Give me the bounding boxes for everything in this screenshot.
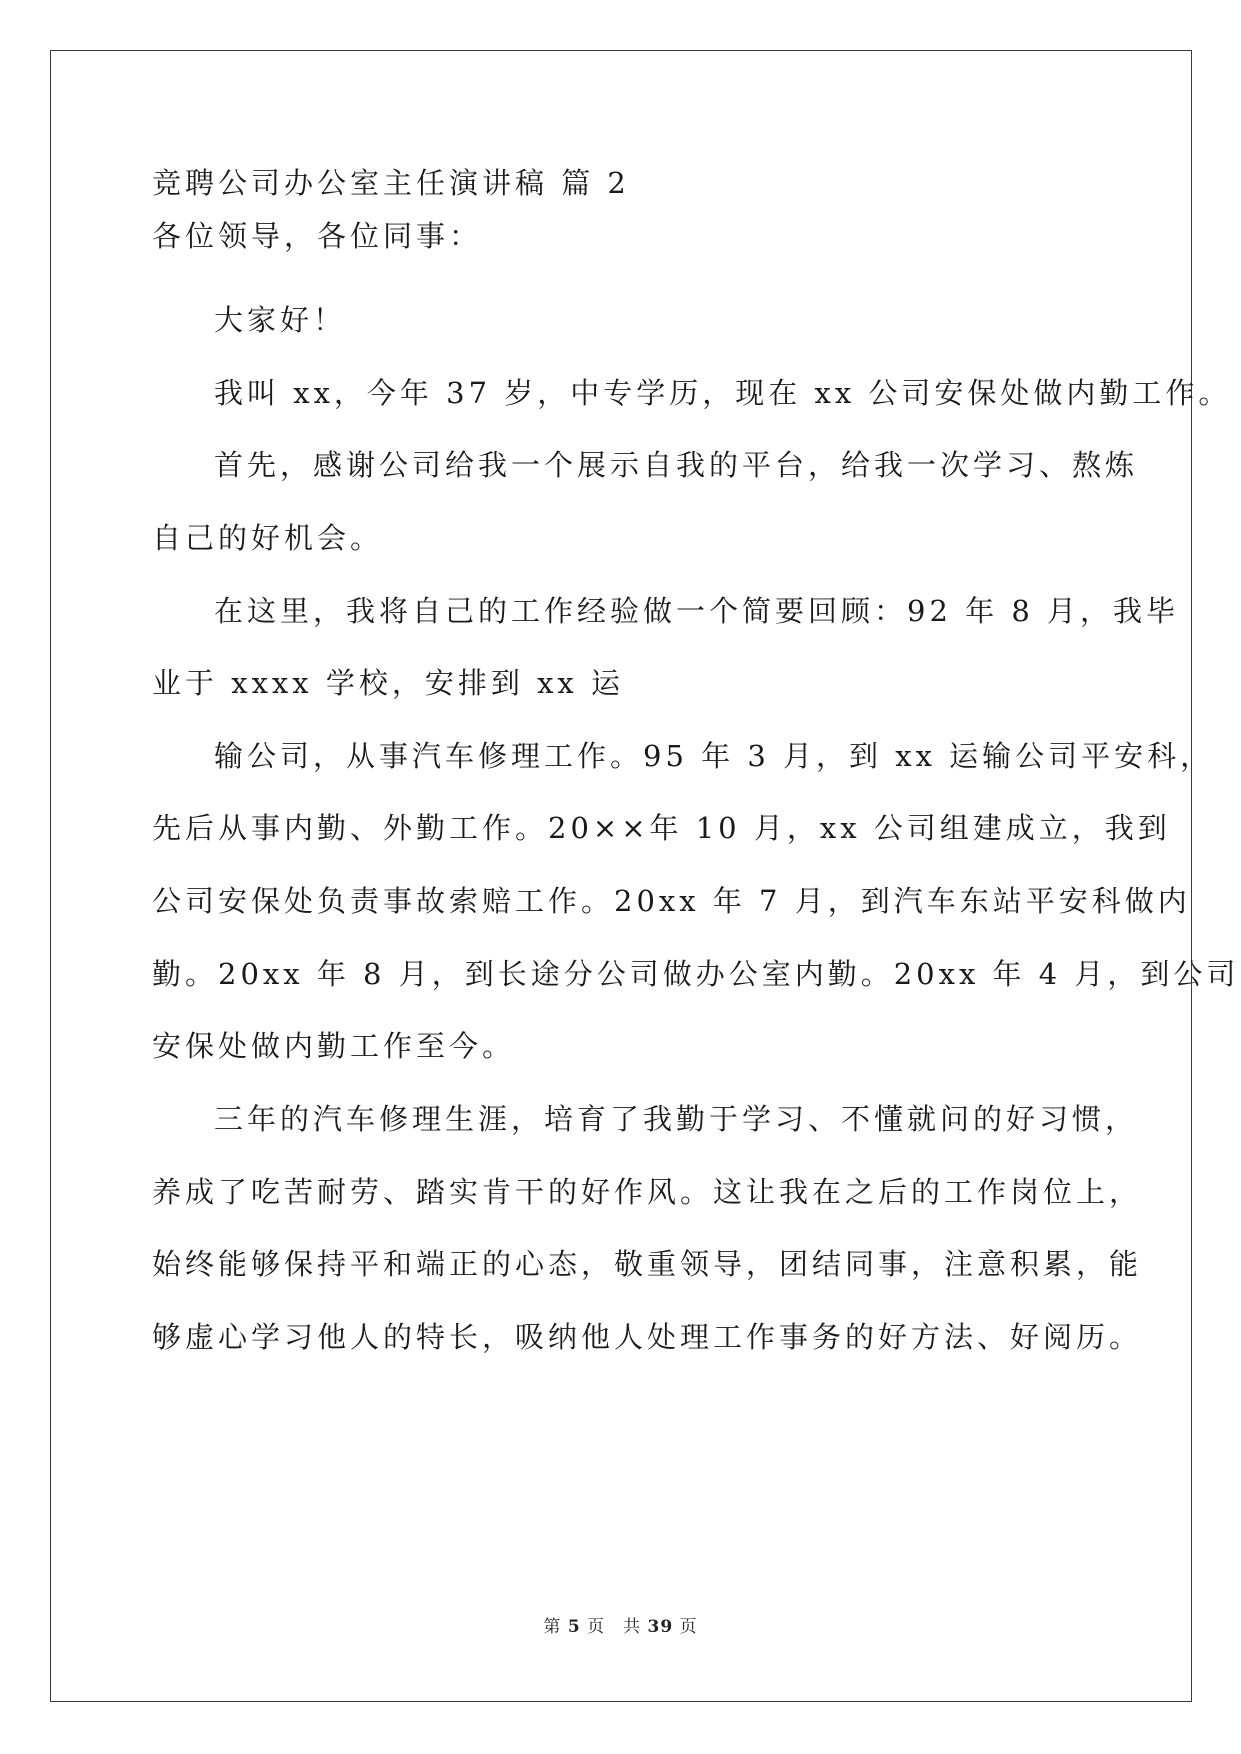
paragraph-line: 公司安保处负责事故索赔工作。20xx 年 7 月，到汽车东站平安科做内 — [152, 884, 1191, 918]
paragraph-line: 首先，感谢公司给我一个展示自我的平台，给我一次学习、熬炼 — [214, 448, 1139, 482]
paragraph-line: 安保处做内勤工作至今。 — [152, 1029, 516, 1063]
page-footer — [0, 1612, 1241, 1637]
greeting: 大家好！ — [214, 303, 347, 337]
footer-suffix: 页 — [679, 1617, 698, 1637]
paragraph-line: 养成了吃苦耐劳、踏实肯干的好作风。这让我在之后的工作岗位上， — [152, 1175, 1143, 1209]
paragraph-line: 先后从事内勤、外勤工作。20××年 10 月，xx 公司组建成立，我到 — [152, 811, 1171, 845]
paragraph-line: 勤。20xx 年 8 月，到长途分公司做办公室内勤。20xx 年 4 月，到公司 — [152, 957, 1240, 991]
paragraph-line: 够虚心学习他人的特长，吸纳他人处理工作事务的好方法、好阅历。 — [152, 1320, 1143, 1354]
salutation: 各位领导，各位同事： — [152, 219, 483, 253]
current-page-number: 5 — [567, 1617, 581, 1637]
paragraph-line: 自己的好机会。 — [152, 521, 384, 555]
paragraph-line: 业于 xxxx 学校，安排到 xx 运 — [152, 666, 625, 700]
page-border — [50, 50, 1192, 1702]
paragraph-line: 三年的汽车修理生涯，培育了我勤于学习、不懂就问的好习惯， — [214, 1102, 1139, 1136]
footer-prefix: 第 — [543, 1617, 562, 1637]
document-title: 竞聘公司办公室主任演讲稿 篇 2 — [152, 166, 630, 200]
paragraph-line: 始终能够保持平和端正的心态，敬重领导，团结同事，注意积累，能 — [152, 1247, 1143, 1281]
paragraph-line: 我叫 xx，今年 37 岁，中专学历，现在 xx 公司安保处做内勤工作。 — [214, 376, 1232, 410]
footer-middle: 页 共 — [587, 1617, 642, 1637]
paragraph-line: 输公司，从事汽车修理工作。95 年 3 月，到 xx 运输公司平安科， — [214, 739, 1214, 773]
paragraph-line: 在这里，我将自己的工作经验做一个简要回顾：92 年 8 月，我毕 — [214, 594, 1180, 628]
total-page-count: 39 — [647, 1617, 674, 1637]
